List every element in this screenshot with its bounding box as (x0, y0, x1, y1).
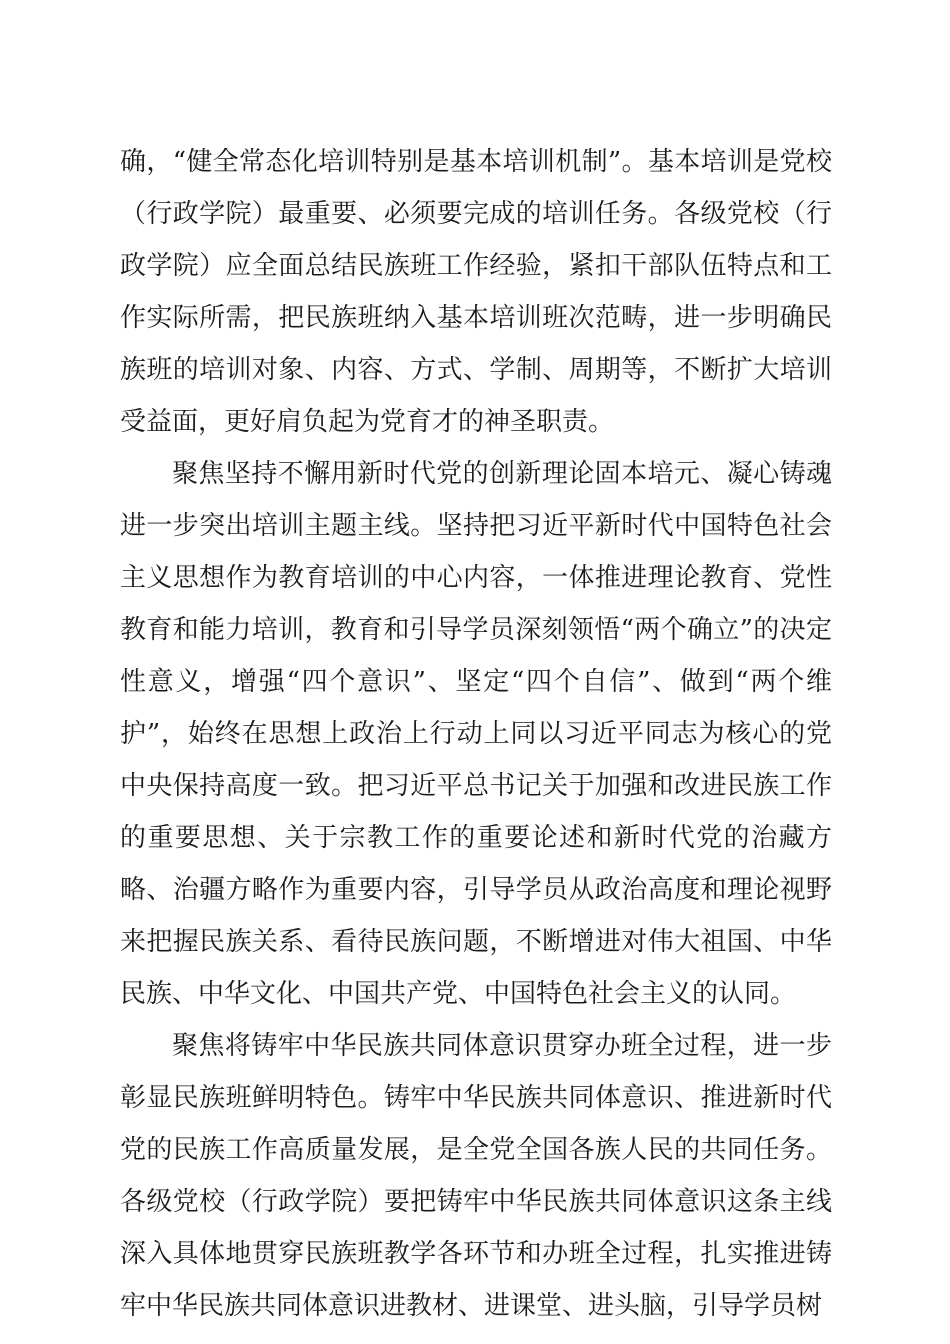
document-body (120, 136, 832, 1332)
paragraph-national-community: 聚焦将铸牢中华民族共同体意识贯穿办班全过程，进一步彰显民族班鲜明特色。铸牢中华民族共同体意识、推进新时代党的民族工作高质量发展，是全党全国各族人民的共同任务。各级党校（行政学院）要把铸牢中华民族共同体意识这条主线深入具体地贯穿民族班教学各环节和办班全过程，扎实推进铸牢中华民族共同体意识进教材、进课堂、进头脑，引导学员树 (120, 1031, 832, 1321)
paragraph-continuation: 确，“健全常态化培训特别是基本培训机制”。基本培训是党校（行政学院）最重要、必须要完成的培训任务。各级党校（行政学院）应全面总结民族班工作经验，紧扣干部队伍特点和工作实际所需，把民族班纳入基本培训班次范畴，进一步明确民族班的培训对象、内容、方式、学制、周期等，不断扩大培训受益面，更好肩负起为党育才的神圣职责。 (120, 147, 832, 437)
paragraph-theory-training: 聚焦坚持不懈用新时代党的创新理论固本培元、凝心铸魂进一步突出培训主题主线。坚持把习近平新时代中国特色社会主义思想作为教育培训的中心内容，一体推进理论教育、党性教育和能力培训，教育和引导学员深刻领悟“两个确立”的决定性意义，增强“四个意识”、坚定“四个自信”、做到“两个维护”，始终在思想上政治上行动上同以习近平同志为核心的党中央保持高度一致。把习近平总书记关于加强和改进民族工作的重要思想、关于宗教工作的重要论述和新时代党的治藏方略、治疆方略作为重要内容，引导学员从政治高度和理论视野来把握民族关系、看待民族问题，不断增进对伟大祖国、中华民族、中华文化、中国共产党、中国特色社会主义的认同。 (120, 459, 832, 1009)
